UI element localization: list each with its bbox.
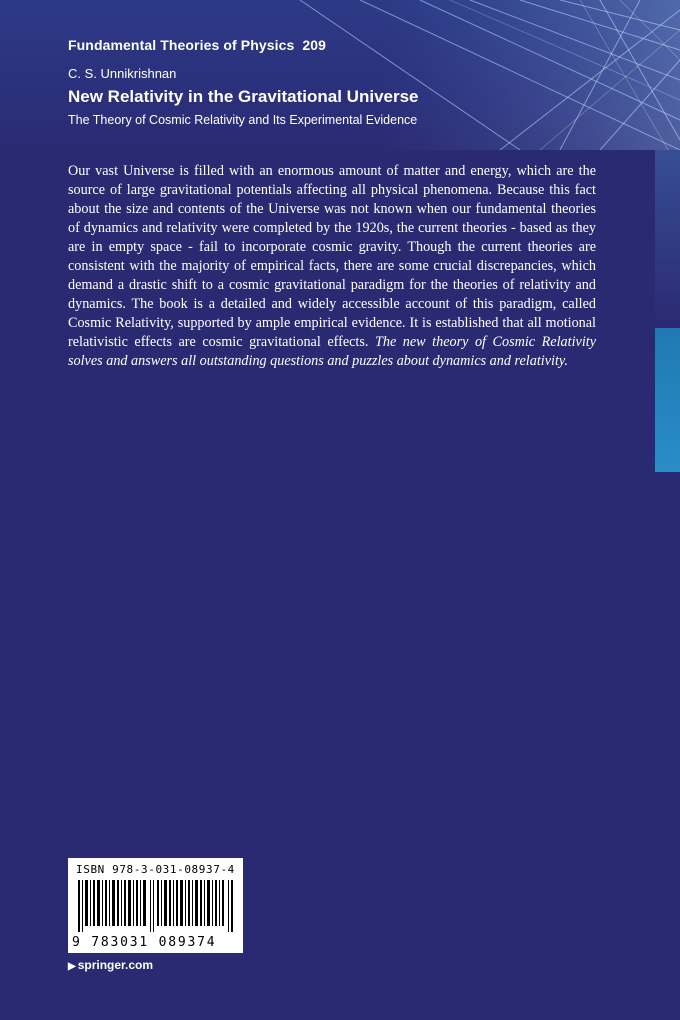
barcode-digits: 9 783031 089374 (72, 935, 217, 950)
isbn-barcode (68, 858, 243, 953)
back-cover-blurb (68, 162, 596, 371)
blurb-italic-text: The new theory of Cosmic Relativity solves and answers all outstanding questions and puzzles about dynamics and relativity. (68, 334, 596, 369)
series-line (68, 37, 326, 53)
book-subtitle: The Theory of Cosmic Relativity and Its Experimental Evidence (68, 113, 418, 127)
spine-accent-glow (655, 150, 680, 328)
isbn-label: ISBN 978-3-031-08937-4 (76, 863, 235, 876)
series-name: Fundamental Theories of Physics (68, 37, 295, 53)
publisher-link[interactable] (68, 958, 153, 972)
book-title: New Relativity in the Gravitational Universe (68, 87, 419, 106)
series-number: 209 (302, 37, 327, 53)
barcode-bars (78, 880, 234, 932)
blurb-main-text: Our vast Universe is filled with an enormous amount of matter and energy, which are the source of large gravitational potentials affecting all physical phenomena. Because this fact about the size and contents of the Universe was not known when our fundamental theories of dynamics and relativity were completed by the 1920s, the current theories - based as they are in empty space - fail to incorporate cosmic gravity. Though the current theories are consistent with the majority of empirical facts, there are some crucial discrepancies, which demand a drastic shift to a cosmic gravitational paradigm for the theories of relativity and dynamics. The book is a detailed and widely accessible account of this paradigm, called Cosmic Relativity, supported by ample empirical evidence. It is established that all motional relativistic effects are cosmic gravitational effects. (68, 163, 596, 350)
author-name: C. S. Unnikrishnan (68, 66, 177, 81)
publisher-url: springer.com (77, 958, 154, 972)
triangle-right-icon: ▶ (68, 961, 76, 972)
spine-accent-bar (655, 328, 680, 472)
